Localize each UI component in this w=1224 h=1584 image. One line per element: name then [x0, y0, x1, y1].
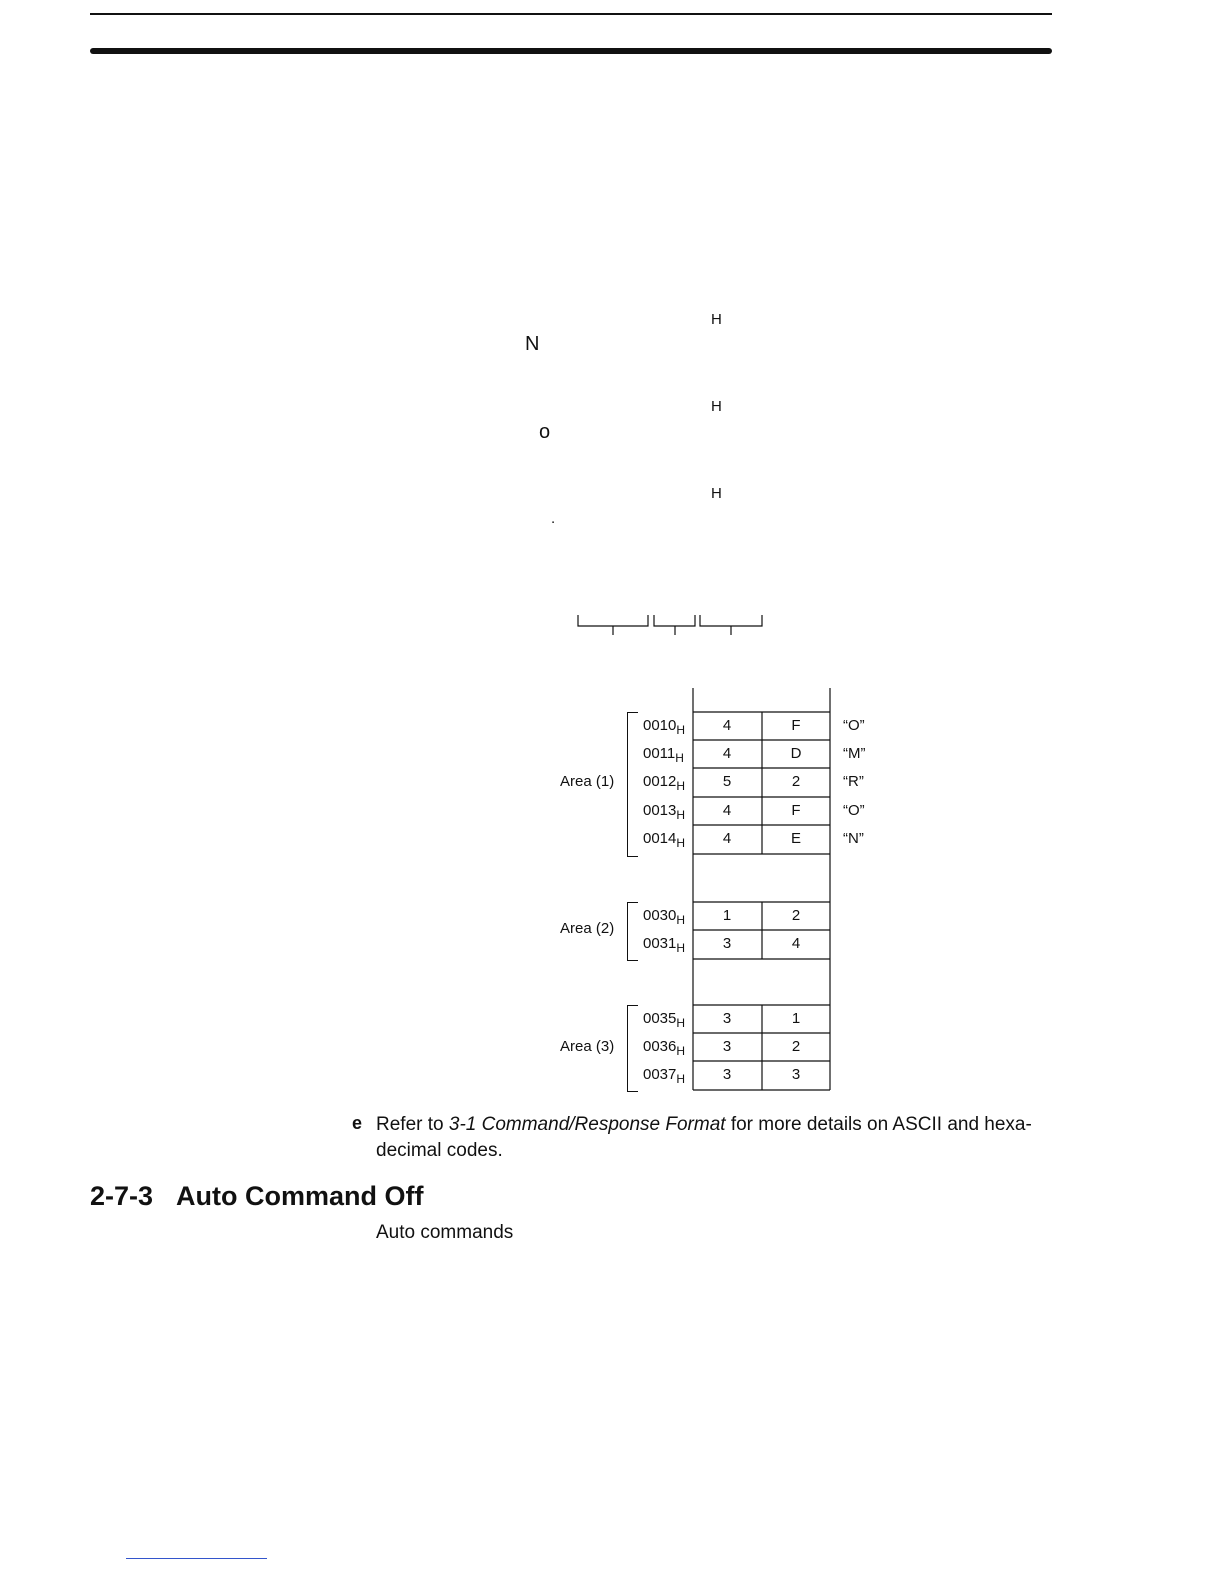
hex-low-digit: D: [790, 745, 802, 762]
hex-low-digit: F: [791, 717, 801, 734]
hex-high-digit: 3: [722, 1010, 732, 1027]
address: 0010: [643, 717, 677, 734]
note-reference-link[interactable]: 3-1 Command/Response Format: [448, 1114, 726, 1135]
hex-low-digit: 1: [791, 1010, 801, 1027]
hex-low-digit: F: [791, 802, 801, 819]
area-3-bracket: [627, 1005, 638, 1092]
fragment-h-1: H: [711, 311, 722, 328]
address: 0011: [643, 745, 676, 762]
address: 0035: [643, 1010, 677, 1027]
hex-high-digit: 3: [722, 935, 732, 952]
note-suffix: for more details on ASCII and hexa-decimal codes.: [376, 1114, 1032, 1161]
ascii-char: “O”: [843, 802, 865, 819]
hex-high-digit: 4: [722, 802, 732, 819]
address-suffix: H: [676, 836, 686, 850]
address-suffix: H: [676, 1072, 686, 1086]
hex-low-digit: 4: [791, 935, 801, 952]
note-text: [376, 1112, 1066, 1164]
fragment-o: o: [539, 421, 551, 443]
ascii-char: “R”: [843, 773, 864, 790]
area-2-bracket: [627, 902, 638, 961]
hex-low-digit: 2: [791, 773, 801, 790]
address: 0012: [643, 773, 677, 790]
hex-high-digit: 4: [722, 745, 732, 762]
address: 0014: [643, 830, 677, 847]
ascii-char: “M”: [843, 745, 866, 762]
address-suffix: H: [676, 808, 686, 822]
area-1-bracket: [627, 712, 638, 857]
section-title: Auto Command Off: [176, 1181, 424, 1211]
area-2-label: Area (2): [560, 920, 615, 937]
ascii-char: “N”: [843, 830, 864, 847]
hex-high-digit: 3: [722, 1038, 732, 1055]
hex-low-digit: 3: [791, 1066, 801, 1083]
section-number: 2-7-3: [90, 1181, 154, 1211]
address-suffix: H: [676, 779, 686, 793]
address: 0013: [643, 802, 677, 819]
ascii-char: “O”: [843, 717, 865, 734]
note-prefix: Refer to: [376, 1114, 449, 1135]
address: 0030: [643, 907, 677, 924]
hex-low-digit: 2: [791, 1038, 801, 1055]
hex-high-digit: 4: [722, 830, 732, 847]
address: 0031: [643, 935, 677, 952]
area-3-label: Area (3): [560, 1038, 615, 1055]
footer-link-underline[interactable]: [126, 1558, 267, 1559]
hex-high-digit: 4: [722, 717, 732, 734]
address-suffix: H: [675, 751, 684, 765]
address-suffix: H: [676, 723, 686, 737]
fragment-n: N: [525, 333, 540, 355]
address-suffix: H: [676, 941, 686, 955]
area-1-label: Area (1): [560, 773, 615, 790]
hex-high-digit: 5: [722, 773, 732, 790]
fragment-h-2: H: [711, 398, 722, 415]
fragment-dot: .: [551, 510, 556, 527]
address-suffix: H: [676, 913, 686, 927]
section-body: Auto commands: [376, 1222, 514, 1243]
hex-low-digit: E: [790, 830, 801, 847]
hex-high-digit: 3: [722, 1066, 732, 1083]
note-marker: e: [352, 1113, 363, 1133]
hex-low-digit: 2: [791, 907, 801, 924]
hex-high-digit: 1: [722, 907, 732, 924]
fragment-h-3: H: [711, 485, 722, 502]
address-suffix: H: [676, 1044, 686, 1058]
address: 0037: [643, 1066, 677, 1083]
address-suffix: H: [676, 1016, 686, 1030]
address: 0036: [643, 1038, 677, 1055]
